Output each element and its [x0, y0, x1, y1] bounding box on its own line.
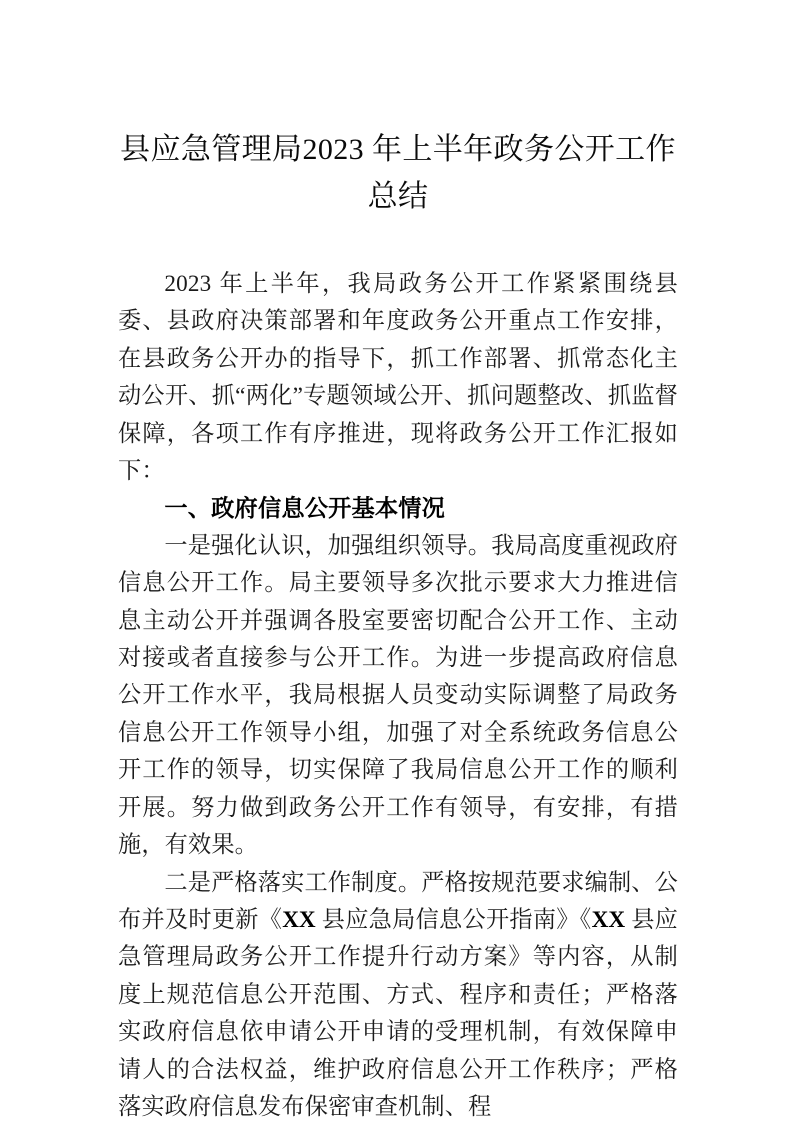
text-run: 县应急管理局政务公开工作提升行动方案》等内容，从制度上规范信息公开范围、方式、程序和责任；严格落实政府信息依申请公开申请的受理机制，有效保障申请人的合法权益，维护政府信息公开工作秩序；严格落实政府信息发布保密审查机制、程 — [118, 906, 678, 1120]
document-title — [118, 0, 678, 220]
paragraph-intro: 2023 年上半年，我局政务公开工作紧紧围绕县委、县政府决策部署和年度政务公开重点工作安排，在县政务公开办的指导下，抓工作部署、抓常态化主动公开、抓“两化”专题领域公开、抓问题整改、抓监督保障，各项工作有序推进，现将政务公开工作汇报如下： — [118, 271, 678, 485]
redacted-name-placeholder: XX — [591, 906, 626, 933]
document-title-line-2: 总结 — [367, 180, 429, 213]
text-run: 县应急局信息公开指南》《 — [315, 906, 592, 933]
text-run: 二是严格落实工作制度。严格按规范要求编制、公布并及时更新《 — [118, 869, 678, 933]
document-body — [118, 0, 678, 1122]
title-spacer — [118, 220, 678, 266]
redacted-name-placeholder: XX — [282, 906, 316, 933]
document-title-line-1: 县应急管理局2023 年上半年政务公开工作 — [120, 133, 676, 166]
section-heading-1: 一、政府信息公开基本情况 — [164, 495, 446, 522]
paragraph-point-2 — [118, 865, 678, 1122]
paragraph-point-1: 一是强化认识，加强组织领导。我局高度重视政府信息公开工作。局主要领导多次批示要求大力推进信息主动公开并强调各股室要密切配合公开工作、主动对接或者直接参与公开工作。为进一步提高政府信息公开工作水平，我局根据人员变动实际调整了局政务信息公开工作领导小组，加强了对全系统政务信息公开工作的领导，切实保障了我局信息公开工作的顺利开展。努力做到政务公开工作有领导，有安排，有措施，有效果。 — [118, 532, 678, 859]
